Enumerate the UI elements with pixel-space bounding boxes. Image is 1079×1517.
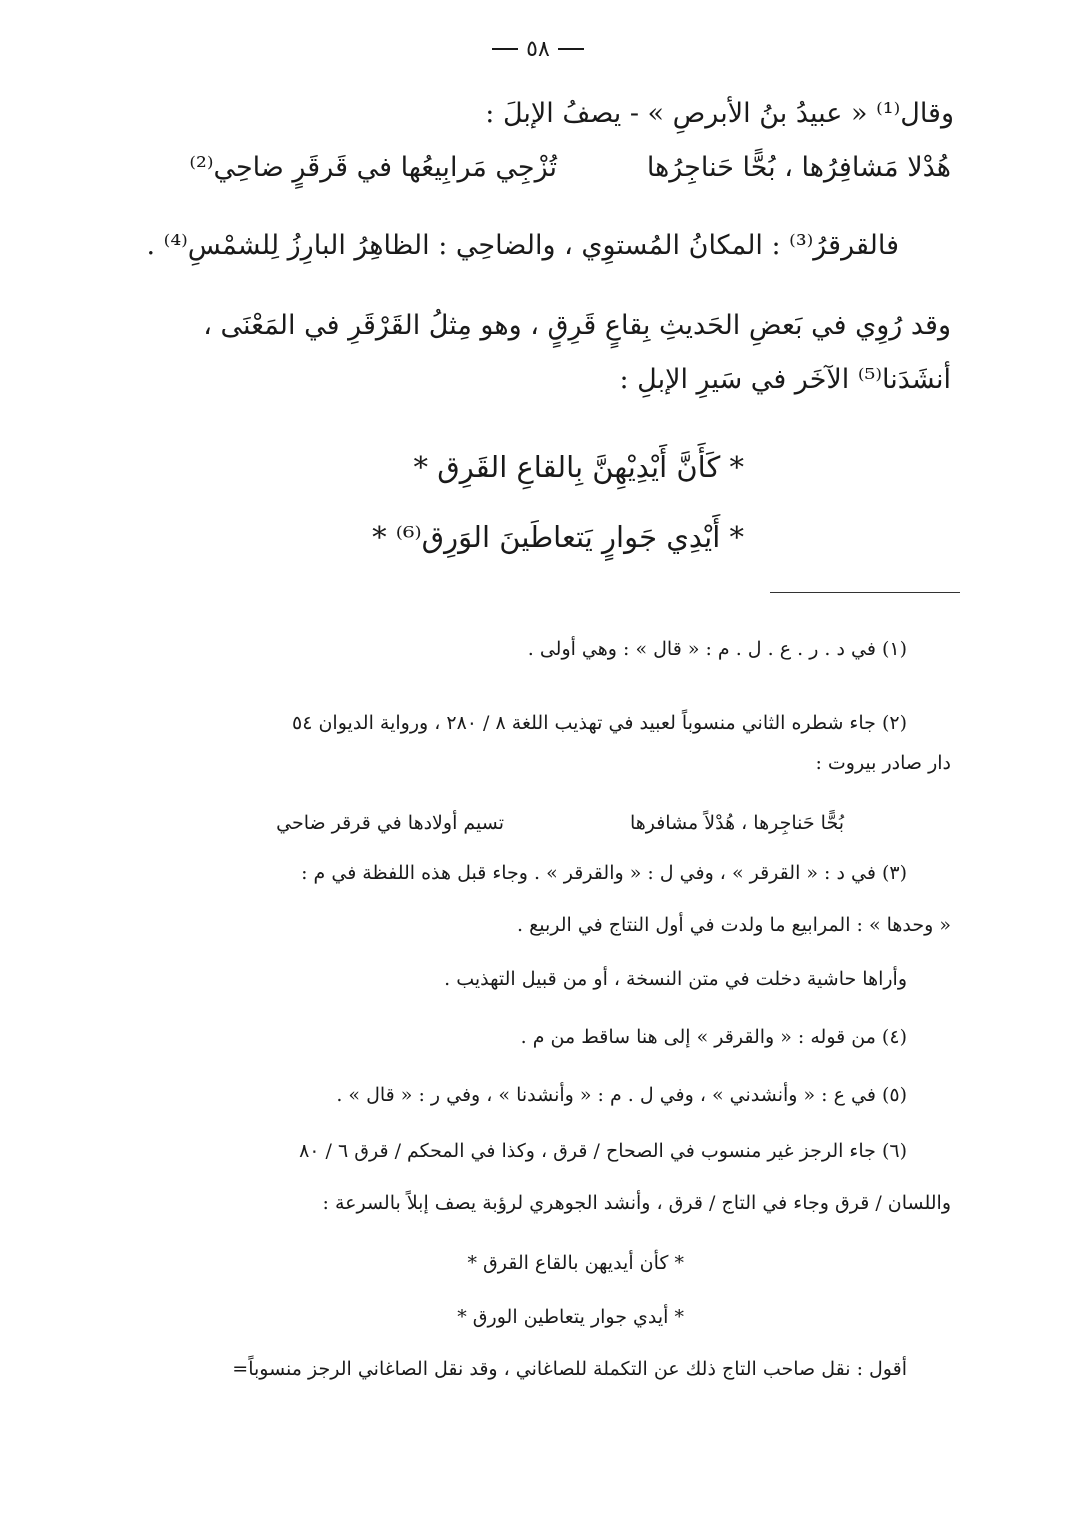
page-number-dash-left	[492, 48, 518, 50]
footnote-2-verse-first: بُحًّا حَناجِرها ، هُدْلاً مشافرها	[629, 812, 844, 834]
footnote-3-line-b: « وحدها » : المرابيع ما ولدت في أول النتاج في الربيع .	[517, 914, 951, 936]
verse1-first-hemistich: هُدْلا مَشافِرُها ، بُحًّا حَناجِرُها	[646, 152, 951, 183]
page-number-text: ٥٨	[526, 36, 550, 62]
footnote-6-rajaz-1: * كأن أيديهن بالقاع القرق *	[467, 1252, 684, 1274]
footnote-separator	[770, 592, 960, 593]
rajaz-line-2: * أَيْدِي جَوارٍ يَتعاطَينَ الوَرِق⁽⁶⁾ *	[372, 520, 744, 554]
footnote-6-line-c: أقول : نقل صاحب التاج ذلك عن التكملة للصاغاني ، وقد نقل الصاغاني الرجز منسوباً=	[232, 1358, 907, 1380]
main-line-1: وقال⁽¹⁾ « عبيدُ بنُ الأبرصِ » - يصفُ الإبلَ :	[485, 98, 954, 129]
footnote-2-line-b: دار صادر بيروت :	[815, 752, 951, 774]
rajaz-line-1: * كَأَنَّ أَيْدِيْهِنَّ بِالقاعِ القَرِق *	[413, 450, 744, 484]
main-line-4: وقد رُوِي في بَعضِ الحَديثِ بِقاعٍ قَرِقٍ ، وهو مِثلُ القَرْقَرِ في المَعْنَى ،	[203, 310, 951, 341]
footnote-6-rajaz-2: * أيدي جوار يتعاطين الورق *	[457, 1306, 684, 1328]
footnote-5: (٥) في ع : « وأنشدني » ، وفي ل . م : « وأنشدنا » ، وفي ر : « قال » .	[336, 1084, 907, 1106]
footnote-4: (٤) من قوله : « والقرقر » إلى هنا ساقط من م .	[520, 1026, 907, 1048]
footnote-2-verse-second: تسيم أولادها في قرقر ضاحي	[276, 812, 504, 834]
verse1-second-hemistich: تُزْجِي مَرابِيعُها في قَرقَرٍ ضاحِي⁽²⁾	[189, 152, 557, 183]
footnote-3-line-a: (٣) في د : « القرقر » ، وفي ل : « والقرقر » . وجاء قبل هذه اللفظة في م :	[301, 862, 907, 884]
page-number-dash-right	[558, 48, 584, 50]
main-line-5: أنشَدَنا⁽⁵⁾ الآخَر في سَيرِ الإبلِ :	[619, 364, 951, 395]
main-line-3: فالقرقرُ⁽³⁾ : المكانُ المُستوِي ، والضاحِي : الظاهِرُ البارِزُ لِلشمْسِ⁽⁴⁾ .	[146, 230, 899, 261]
footnote-3-line-c: وأراها حاشية دخلت في متن النسخة ، أو من قبيل التهذيب .	[444, 968, 907, 990]
footnote-2-line-a: (٢) جاء شطره الثاني منسوباً لعبيد في تهذيب اللغة ٨ / ٢٨٠ ، ورواية الديوان ٥٤	[292, 712, 907, 734]
page-number	[478, 34, 598, 64]
footnote-1: (١) في د . ر . ع . ل . م : « قال » : وهي أولى .	[527, 638, 907, 660]
footnote-6-line-b: واللسان / قرق وجاء في التاج / قرق ، وأنشد الجوهري لرؤبة يصف إبلاً بالسرعة :	[322, 1192, 951, 1214]
footnote-6-line-a: (٦) جاء الرجز غير منسوب في الصحاح / قرق ، وكذا في المحكم / قرق ٦ / ٨٠	[299, 1140, 907, 1162]
